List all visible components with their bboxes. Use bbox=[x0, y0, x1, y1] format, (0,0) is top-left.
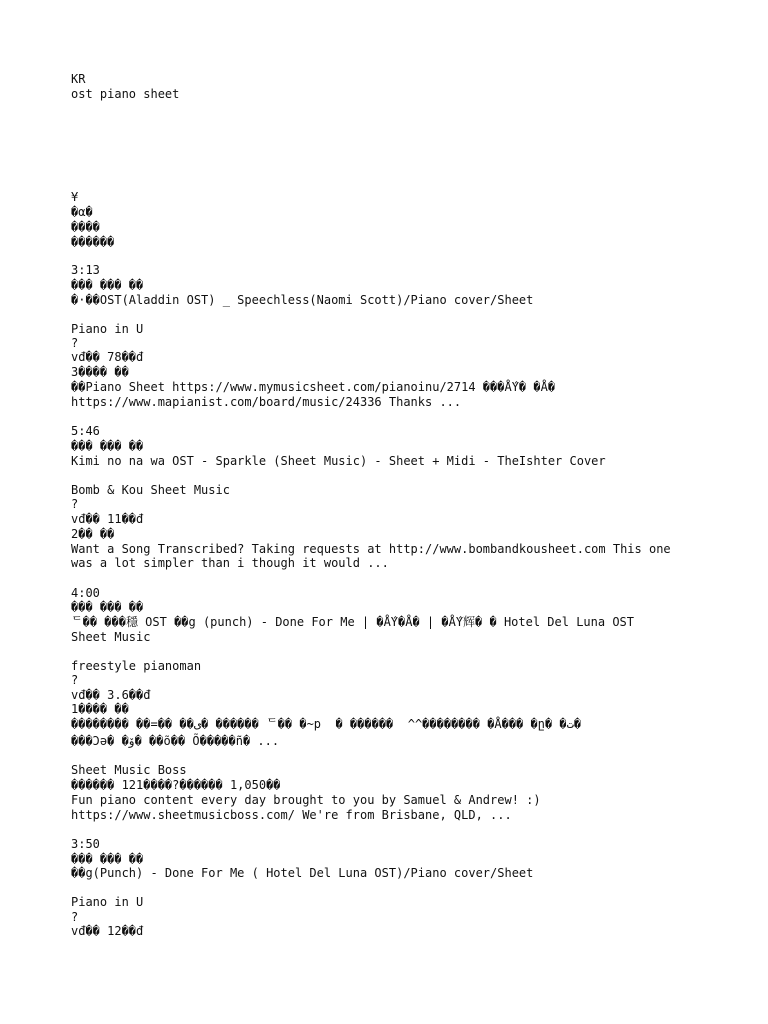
garbled-line-4: ������ bbox=[71, 235, 115, 249]
video-duration: 3:13 bbox=[71, 263, 100, 277]
garbled-line-2: �α� bbox=[71, 205, 93, 219]
view-count: vđ�� 78��đ bbox=[71, 350, 144, 364]
video-meta: ��� ��� �� bbox=[71, 852, 144, 866]
video-description: ���Ɔə� �ۆ� ��õ�� Õ�����ñ� ... bbox=[71, 734, 280, 748]
video-duration: 3:50 bbox=[71, 837, 100, 851]
video-description: �������� ��=�� ��ی� ������ ᄃ�� �~р � ������ ^^�������� �Å��� �ը� �ت� bbox=[71, 717, 582, 731]
video-title-link[interactable]: ��g(Punch) - Done For Me ( Hotel Del Luna OST)/Piano cover/Sheet bbox=[71, 866, 534, 880]
view-count: vđ�� 3.6��đ bbox=[71, 688, 151, 702]
channel-description: Fun piano content every day brought to you by Samuel & Andrew! :) bbox=[71, 793, 541, 807]
video-description: https://www.mapianist.com/board/music/24336 Thanks ... bbox=[71, 395, 462, 409]
channel-name[interactable]: Bomb & Kou Sheet Music bbox=[71, 483, 230, 497]
video-title-link[interactable]: Sheet Music bbox=[71, 630, 151, 644]
page-title: KR bbox=[71, 72, 86, 86]
verified-mark: ? bbox=[71, 910, 79, 924]
video-title-link[interactable]: Kimi no na wa OST - Sparkle (Sheet Music) - Sheet + Midi - TheIshter Cover bbox=[71, 454, 606, 468]
upload-age: 3���� �� bbox=[71, 365, 129, 379]
verified-mark: ? bbox=[71, 673, 79, 687]
view-count: vđ�� 11��đ bbox=[71, 512, 144, 526]
channel-description: https://www.sheetmusicboss.com/ We're from Brisbane, QLD, ... bbox=[71, 808, 512, 822]
video-description: Want a Song Transcribed? Taking requests at http://www.bombandkousheet.com This one bbox=[71, 542, 671, 556]
verified-mark: ? bbox=[71, 497, 79, 511]
video-meta: ��� ��� �� bbox=[71, 439, 144, 453]
verified-mark: ? bbox=[71, 336, 79, 350]
channel-name[interactable]: Piano in U bbox=[71, 895, 144, 909]
video-description: was a lot simpler than i though it would ... bbox=[71, 556, 389, 570]
channel-name[interactable]: Piano in U bbox=[71, 322, 144, 336]
video-duration: 5:46 bbox=[71, 424, 100, 438]
video-title-link[interactable]: ᄃ�� ���穩 OST ��g (punch) - Done For Me | �ǺΥ�Å� | �ǺΥ辉� � Hotel Del Luna OST bbox=[71, 615, 634, 629]
view-count: vđ�� 12��đ bbox=[71, 924, 144, 938]
video-duration: 4:00 bbox=[71, 586, 100, 600]
channel-name[interactable]: freestyle pianoman bbox=[71, 659, 202, 673]
upload-age: 1���� �� bbox=[71, 702, 129, 716]
video-description: ��Piano Sheet https://www.mymusicsheet.com/pianoinu/2714 ���ǺΥ� �Å� bbox=[71, 380, 556, 394]
video-meta: ��� ��� �� bbox=[71, 278, 144, 292]
upload-age: 2�� �� bbox=[71, 527, 115, 541]
video-title-link[interactable]: �·��OST(Aladdin OST) _ Speechless(Naomi Scott)/Piano cover/Sheet bbox=[71, 293, 534, 307]
garbled-line-1: ¥ bbox=[71, 190, 79, 204]
garbled-line-3: ���� bbox=[71, 220, 100, 234]
video-meta: ��� ��� �� bbox=[71, 600, 144, 614]
subscriber-info: ������ 121����?������ 1,050�� bbox=[71, 778, 281, 792]
channel-name[interactable]: Sheet Music Boss bbox=[71, 763, 187, 777]
page-subtitle: ost piano sheet bbox=[71, 87, 180, 101]
